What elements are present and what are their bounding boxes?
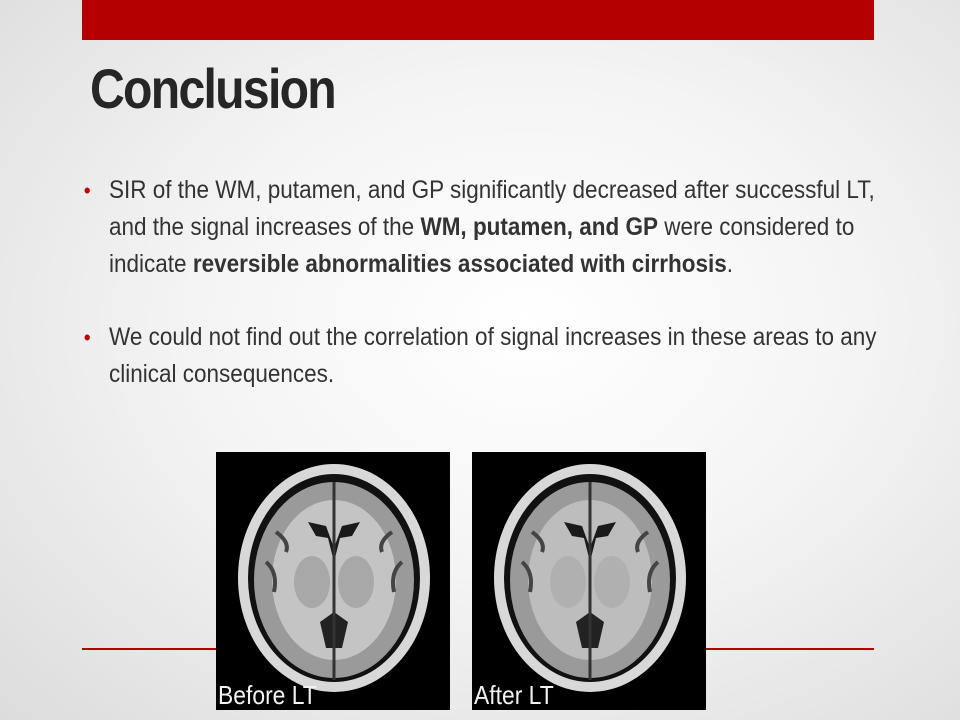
mri-brain-axial-image <box>472 452 706 710</box>
bullet-text-2: We could not find out the correlation of signal increases in these areas to any clinical consequences. <box>109 323 877 388</box>
bullet-item-2 <box>82 319 883 393</box>
bullet-item-1 <box>82 172 883 283</box>
bullet-text-1: SIR of the WM, putamen, and GP significantly decreased after successful LT, and the signal increases of the WM, putamen, and GP were considered to indicate reversible abnormalities associated with cirrhosis. <box>109 176 875 278</box>
top-accent-bar <box>82 0 874 40</box>
mri-brain-axial-image <box>216 452 450 710</box>
bold-phrase: WM, putamen, and GP <box>420 213 658 241</box>
bold-phrase: reversible abnormalities associated with cirrhosis <box>192 250 727 278</box>
image-caption-after: After LT <box>474 680 554 710</box>
image-caption-before: Before LT <box>218 680 317 710</box>
mri-image-before <box>216 452 450 710</box>
bullet-marker-icon: • <box>83 325 91 350</box>
bullet-marker-icon: • <box>83 178 91 203</box>
slide-title: Conclusion <box>90 57 336 120</box>
bullet-list <box>82 172 877 393</box>
bottom-rule-right <box>704 648 874 650</box>
mri-image-after <box>472 452 706 710</box>
bottom-rule-left <box>82 648 216 650</box>
